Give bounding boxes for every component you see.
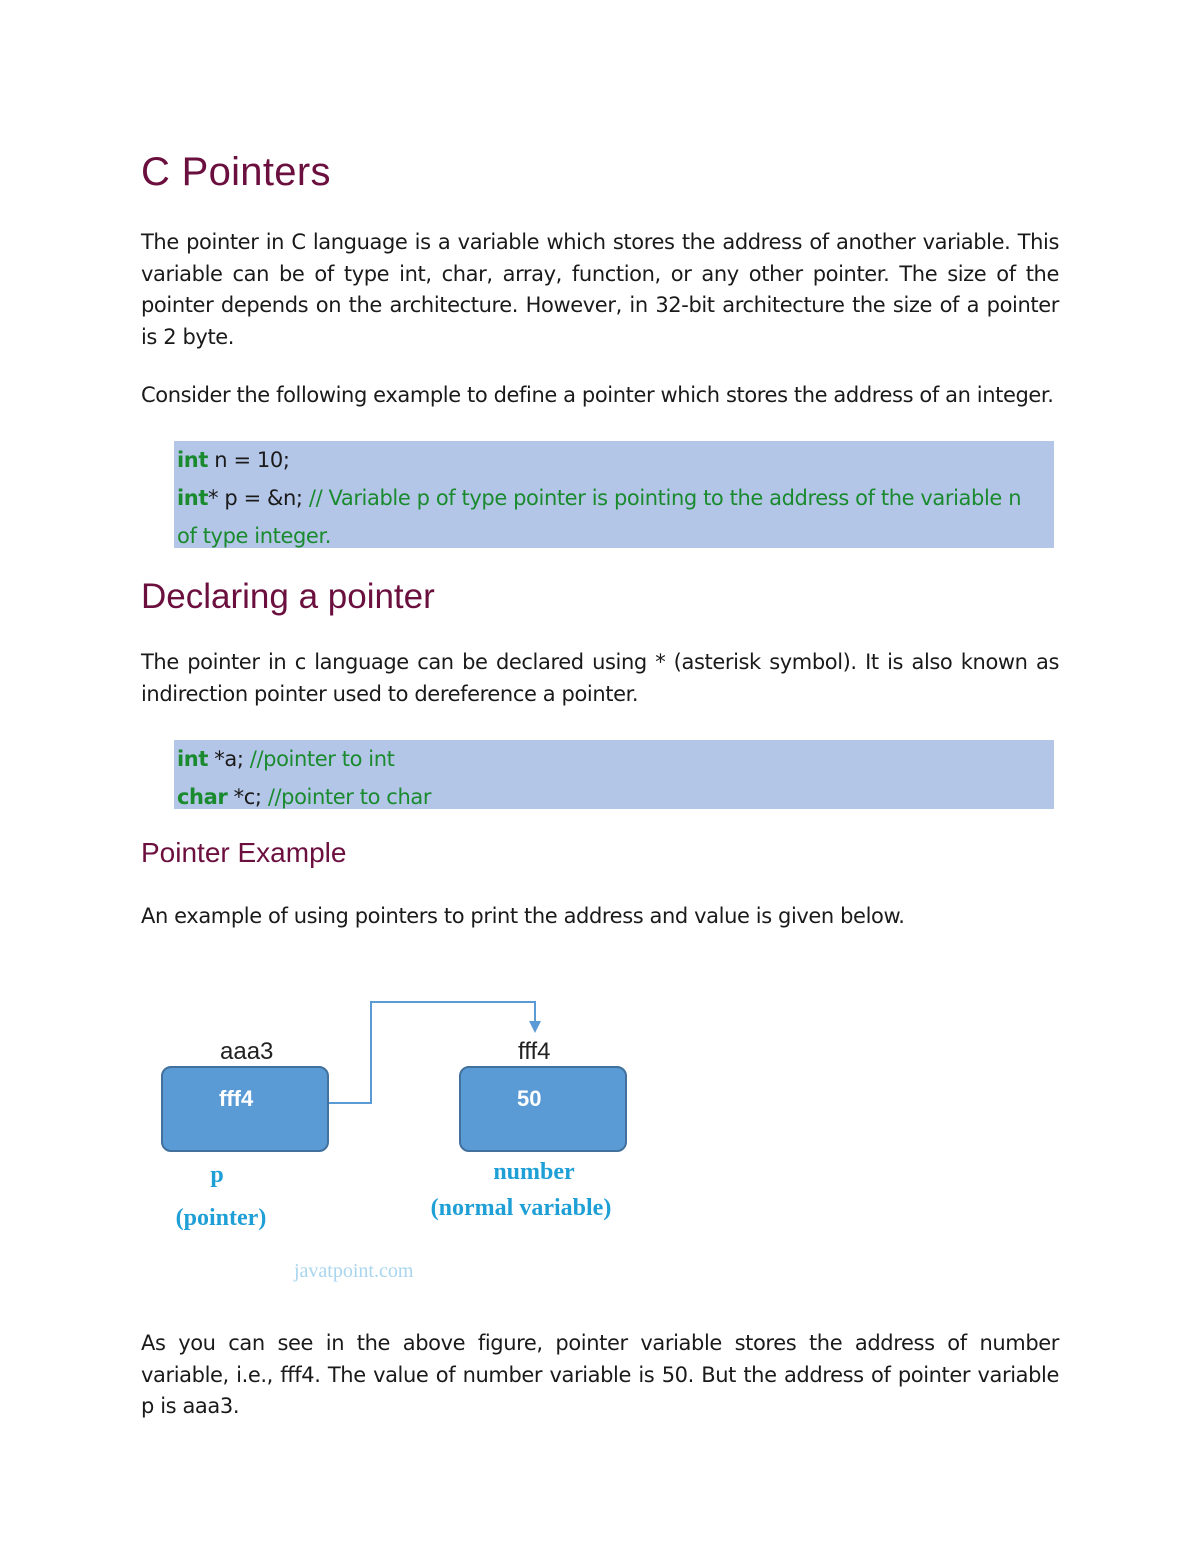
code-text: * p = &n; — [208, 486, 309, 510]
number-box — [459, 1066, 627, 1152]
code-comment: //pointer to int — [249, 747, 395, 771]
code-text: *a; — [208, 747, 250, 771]
number-address-label: fff4 — [518, 1038, 551, 1065]
watermark-text: javatpoint.com — [294, 1260, 414, 1282]
number-box-value: 50 — [517, 1086, 542, 1111]
code-keyword: int — [177, 486, 208, 510]
code-line-2 — [177, 479, 1043, 555]
number-type-label: (normal variable) — [430, 1195, 612, 1221]
example-heading: Pointer Example — [141, 837, 347, 868]
declaring-paragraph: The pointer in c language can be declared using * (asterisk symbol). It is also known as indirection pointer used to dereference a pointer. — [141, 650, 1059, 706]
code-text: *c; — [227, 785, 268, 809]
pointer-name-label: p — [210, 1162, 224, 1188]
code-block-declarations — [174, 740, 1054, 809]
pointer-box — [161, 1066, 329, 1152]
pointer-address-label: aaa3 — [220, 1038, 274, 1065]
page-title: C Pointers — [141, 150, 331, 194]
conclusion-paragraph: As you can see in the above figure, pointer variable stores the address of number variable, i.e., fff4. The value of number variable is 50. But the address of pointer variable p is aaa3. — [141, 1331, 1059, 1418]
code-block-pointer-definition — [174, 441, 1054, 548]
code-line-1 — [177, 441, 1043, 479]
pointer-type-label: (pointer) — [175, 1205, 267, 1231]
code-keyword: int — [177, 448, 208, 472]
code-keyword: int — [177, 747, 208, 771]
code-text: n = 10; — [208, 448, 290, 472]
example-intro-paragraph: Consider the following example to define a pointer which stores the address of an integer. — [141, 383, 1054, 407]
code-keyword: char — [177, 785, 228, 809]
code-line-2 — [177, 778, 1043, 816]
example-paragraph: An example of using pointers to print the address and value is given below. — [141, 904, 905, 928]
code-comment: // Variable p of type pointer is pointing to the address of the variable n of type integer. — [177, 486, 1022, 548]
code-comment: //pointer to char — [267, 785, 432, 809]
declaring-heading: Declaring a pointer — [141, 577, 435, 616]
code-line-1 — [177, 740, 1043, 778]
number-name-label: number — [493, 1159, 575, 1185]
intro-paragraph: The pointer in C language is a variable which stores the address of another variable. This variable can be of type int, char, array, function, or any other pointer. The size of the pointer depends on the architecture. However, in 32-bit architecture the size of a pointer is 2 byte. — [141, 230, 1059, 349]
pointer-diagram — [150, 995, 650, 1295]
pointer-box-value: fff4 — [219, 1086, 254, 1111]
